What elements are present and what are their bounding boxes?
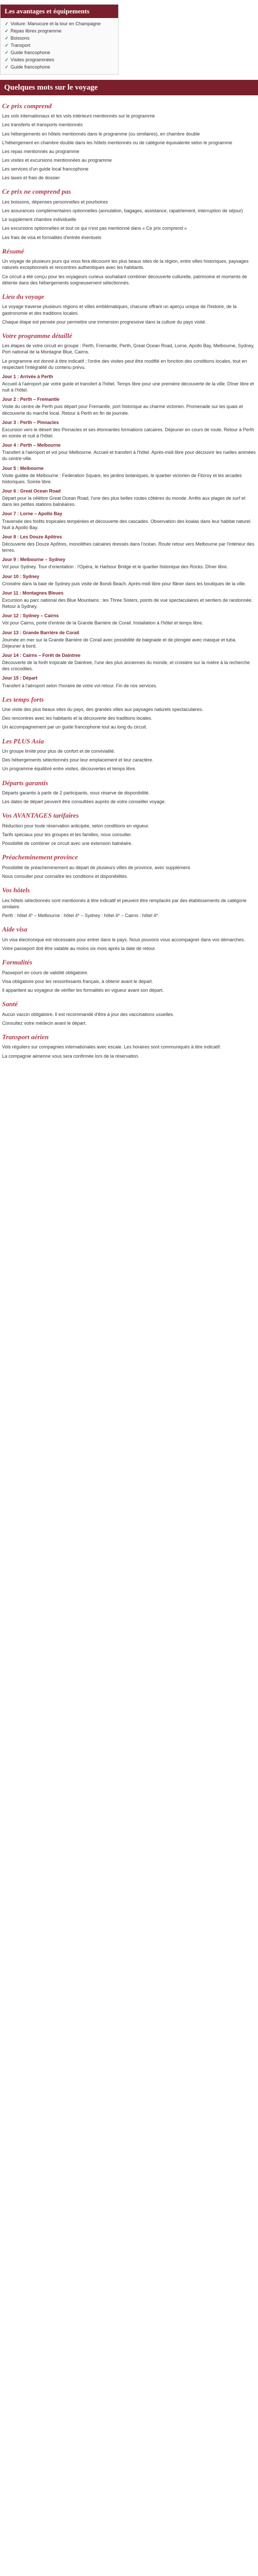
section-1-text: Les frais de visa et formalités d'entrée éventuels: [2, 234, 102, 240]
day-title: Jour 14 : Cairns – Forêt de Daintree: [2, 652, 81, 658]
info-2-text: Les dates de départ peuvent être consultées auprès de votre conseiller voyage.: [2, 799, 166, 805]
info-1-text: Un groupe limité pour plus de confort et de convivialité.: [2, 749, 116, 754]
advantage-item: [5, 42, 114, 49]
check-icon: ✓: [5, 50, 9, 56]
info-3-text: Tarifs spéciaux pour les groupes et les familles, nous consulter.: [2, 832, 132, 838]
info-3-text: Réduction pour toute réservation anticipée, selon conditions en vigueur.: [2, 823, 150, 828]
section-0-text: Les taxes et frais de dossier: [2, 175, 60, 181]
day-text: Vol pour Cairns, porte d'entrée de la Grande Barrière de Corail. Installation à l'hôtel et temps libre.: [2, 620, 203, 626]
info-9-text: La compagnie aérienne vous sera confirmée lors de la réservation.: [2, 1053, 140, 1059]
advantage-item: [5, 35, 114, 42]
section-3-text: Le voyage traverse plusieurs régions et villes emblématiques, chacune offrant un aperçu unique de l'histoire, de la gastronomie et des traditions locales.: [2, 304, 237, 316]
advantage-item: [5, 56, 114, 63]
info-9-text: Vols réguliers sur compagnies internationales avec escale. Les horaires sont communiqués à titre indicatif.: [2, 1044, 221, 1050]
section-0-text: Les vols internationaux et les vols intérieurs mentionnés sur le programme: [2, 113, 155, 119]
day-title: Jour 3 : Perth – Pinnacles: [2, 419, 59, 425]
section-1-text: Le supplément chambre individuelle: [2, 217, 76, 223]
section-2-text: Ce circuit a été conçu pour les voyageurs curieux souhaitant combiner découverte culturelle, patrimoine et moments de détente dans des hébergements soigneusement sélectionnés.: [2, 274, 247, 285]
day-title: Jour 6 : Great Ocean Road: [2, 488, 61, 494]
info-0-text: Des rencontres avec les habitants et la découverte des traditions locales.: [2, 716, 153, 721]
section-2-text: Un voyage de plusieurs jours qui vous fera découvrir les plus beaux sites de la région, entre villes historiques, paysages naturels exceptionnels et rencontres authentiques avec les habitants.: [2, 259, 249, 270]
day-text: Découverte des Douze Apôtres, monolithes calcaires dressés dans l'océan. Route retour vers Melbourne par l'intérieur des terres.: [2, 541, 254, 553]
section-1-text: Les boissons, dépenses personnelles et pourboires: [2, 199, 108, 205]
info-9-title: Transport aérien: [2, 1032, 49, 1041]
info-8-title: Santé: [2, 999, 18, 1008]
day-text: Vol pour Sydney. Tour d'orientation : l'Opéra, le Harbour Bridge et le quartier historique des Rocks. Dîner libre.: [2, 564, 228, 570]
info-6-title: Aide visa: [2, 925, 27, 934]
day-text: Départ pour la célèbre Great Ocean Road, l'une des plus belles routes côtières du monde. Arrêts aux plages de surf et dans les petites stations balnéaires.: [2, 496, 246, 507]
info-4-title: Préacheminement province: [2, 853, 78, 861]
day-title: Jour 5 : Melbourne: [2, 465, 44, 471]
section-4-title: Votre programme détaillé: [2, 331, 72, 340]
day-title: Jour 15 : Départ: [2, 675, 38, 681]
advantage-label: Transport: [10, 42, 30, 48]
info-5-text: Les hôtels sélectionnés sont mentionnés à titre indicatif et peuvent être remplacés par des établissements de catégorie similaire.: [2, 897, 247, 909]
advantage-label: Repas libres programme: [10, 28, 62, 33]
advantage-item: [5, 63, 114, 71]
day-text: Découverte de la forêt tropicale de Daintree, l'une des plus anciennes du monde, et croisière sur la rivière à la recherche des crocodiles.: [2, 660, 250, 672]
section-0-text: L'hébergement en chambre double dans les hôtels mentionnés ou de catégorie équivalente selon le programme: [2, 140, 233, 145]
advantage-label: Guide francophone: [10, 64, 51, 70]
advantage-label: Guide francophone: [10, 50, 51, 56]
check-icon: ✓: [5, 28, 9, 33]
check-icon: ✓: [5, 42, 9, 48]
page: [0, 0, 258, 1067]
day-text: Visite du centre de Perth puis départ pour Fremantle, port historique au charme victorien. Promenade sur les quais et découverte du marché local. Retour à Perth en fin de journée.: [2, 404, 243, 416]
advantages-title: Les avantages et équipements: [1, 5, 118, 18]
section-4-text: Le programme est donné à titre indicatif ; l'ordre des visites peut être modifié en fonction des conditions locales, tout en respectant l'intégralité du contenu prévu.: [2, 358, 247, 370]
check-icon: ✓: [5, 21, 9, 26]
info-7-text: Il appartient au voyageur de vérifier les formalités en vigueur avant son départ.: [2, 987, 164, 993]
day-text: Visite guidée de Melbourne : Federation Square, les jardins botaniques, le quartier victorien de Fitzroy et les arcades historiques. Soirée libre.: [2, 472, 242, 484]
info-7-text: Passeport en cours de validité obligatoire.: [2, 970, 89, 975]
info-5-text: Perth : hôtel 4* – Melbourne : hôtel 4* – Sydney : hôtel 4* – Cairns : hôtel 4*.: [2, 913, 159, 919]
advantage-item: [5, 49, 114, 56]
info-6-text: Un visa électronique est nécessaire pour entrer dans le pays. Nous pouvons vous accompagner dans vos démarches.: [2, 937, 245, 942]
info-2-text: Départs garantis à partir de 2 participants, sous réserve de disponibilité.: [2, 790, 150, 796]
day-text: Accueil à l'aéroport par votre guide et transfert à l'hôtel. Temps libre pour une première découverte de la ville. Dîner libre et nuit à l'hôtel.: [2, 381, 254, 393]
info-5-title: Vos hôtels: [2, 886, 30, 894]
info-6-text: Votre passeport doit être valable au moins six mois après la date de retour.: [2, 945, 156, 951]
info-8-text: Consultez votre médecin avant le départ.: [2, 1020, 87, 1026]
section-2-title: Résumé: [2, 247, 24, 255]
info-4-text: Possibilité de préacheminement au départ de plusieurs villes de province, avec supplément.: [2, 865, 191, 870]
day-title: Jour 11 : Montagnes Bleues: [2, 590, 64, 596]
day-title: Jour 4 : Perth – Melbourne: [2, 443, 61, 448]
info-7-text: Visa obligatoire pour les ressortissants français, à obtenir avant le départ.: [2, 978, 153, 984]
info-3-title: Vos AVANTAGES tarifaires: [2, 811, 79, 820]
info-0-text: Une visite des plus beaux sites du pays, des grandes villes aux paysages naturels spectaculaires.: [2, 707, 203, 713]
section-0-text: Les transferts et transports mentionnés: [2, 122, 83, 128]
main-content: [0, 101, 258, 1059]
day-title: Jour 9 : Melbourne – Sydney: [2, 557, 66, 563]
day-text: Croisière dans la baie de Sydney puis visite de Bondi Beach. Après-midi libre pour flâner dans les boutiques de la ville.: [2, 581, 246, 586]
info-0-title: Les temps forts: [2, 695, 44, 703]
info-1-text: Des hébergements sélectionnés pour leur emplacement et leur caractère.: [2, 757, 154, 763]
info-2-title: Départs garantis: [2, 778, 49, 787]
section-0-text: Les services d'un guide local francophone: [2, 166, 89, 172]
info-8-text: Aucun vaccin obligatoire. Il est recommandé d'être à jour des vaccinations usuelles.: [2, 1011, 174, 1017]
advantage-item: [5, 20, 114, 27]
check-icon: ✓: [5, 64, 9, 70]
info-1-text: Un programme équilibré entre visites, découvertes et temps libre.: [2, 766, 137, 772]
section-3-title: Lieu du voyage: [2, 292, 44, 300]
day-text: Journée en mer sur la Grande Barrière de Corail avec possibilité de baignade et de plongée avec masque et tuba. Déjeuner à bord.: [2, 637, 237, 649]
section-1-title: Ce prix ne comprend pas: [2, 188, 71, 196]
day-title: Jour 7 : Lorne – Apollo Bay: [2, 511, 62, 517]
day-title: Jour 8 : Les Douze Apôtres: [2, 534, 62, 539]
section-3-text: Chaque étape est pensée pour permettre une immersion progressive dans la culture du pays visité.: [2, 319, 206, 325]
section-0-title: Ce prix comprend: [2, 101, 52, 110]
day-title: Jour 1 : Arrivée à Perth: [2, 374, 53, 379]
check-icon: ✓: [5, 35, 9, 41]
section-0-text: Les repas mentionnés au programme: [2, 148, 79, 154]
advantage-label: Boissons: [10, 35, 30, 41]
day-title: Jour 10 : Sydney: [2, 573, 40, 579]
section-1-text: Les assurances complémentaires optionnelles (annulation, bagages, assistance, rapatriement, interruption de séjour): [2, 208, 243, 214]
day-text: Excursion au parc national des Blue Mountains : les Three Sisters, points de vue spectaculaires et sentiers de randonnée. Retour à Sydney.: [2, 597, 253, 609]
day-title: Jour 12 : Sydney – Cairns: [2, 613, 59, 619]
day-title: Jour 2 : Perth – Fremantle: [2, 397, 60, 402]
info-0-text: Un accompagnement par un guide francophone tout au long du circuit.: [2, 724, 148, 730]
day-text: Transfert à l'aéroport selon l'horaire de votre vol retour. Fin de nos services.: [2, 683, 157, 688]
info-3-text: Possibilité de combiner ce circuit avec une extension balnéaire.: [2, 841, 133, 846]
section-1-text: Les excursions optionnelles et tout ce qui n'est pas mentionné dans « Ce prix comprend »: [2, 226, 187, 231]
day-title: Jour 13 : Grande Barrière de Corail: [2, 630, 79, 635]
day-text: Traversée des forêts tropicales tempérées et découverte des cascades. Observation des koalas dans leur habitat naturel. Nuit à Apollo Bay.: [2, 518, 252, 530]
section-0-text: Les hébergements en hôtels mentionnés dans le programme (ou similaires), en chambre double: [2, 131, 200, 137]
info-1-title: Les PLUS Asia: [2, 737, 44, 745]
day-text: Transfert à l'aéroport et vol pour Melbourne. Accueil et transfert à l'hôtel. Après-midi libre pour découvrir les ruelles animées du centre-ville.: [2, 450, 256, 462]
section-4-text: Les étapes de votre circuit en groupe : Perth, Fremantle, Perth, Great Ocean Road, Lorne, Apollo Bay, Melbourne, Sydney, Port national de la Montagne Blue, Cairns.: [2, 343, 254, 355]
advantages-box: [0, 4, 119, 75]
section-banner: Quelques mots sur le voyage: [0, 80, 258, 95]
day-text: Excursion vers le désert des Pinnacles et ses étonnantes formations calcaires. Déjeuner en cours de route. Retour à Perth en soirée et nuit à l'hôtel.: [2, 427, 254, 439]
section-0-text: Les visites et excursions mentionnées au programme: [2, 158, 112, 163]
advantages-list: [1, 18, 118, 74]
advantage-label: Visites programmées: [10, 57, 54, 63]
info-7-title: Formalités: [2, 958, 33, 967]
check-icon: ✓: [5, 57, 9, 63]
advantage-item: [5, 27, 114, 35]
advantage-label: Voiture: Manucure et la tour en Champagne: [10, 21, 101, 26]
info-4-text: Nous consulter pour connaître les conditions et disponibilités.: [2, 874, 128, 879]
